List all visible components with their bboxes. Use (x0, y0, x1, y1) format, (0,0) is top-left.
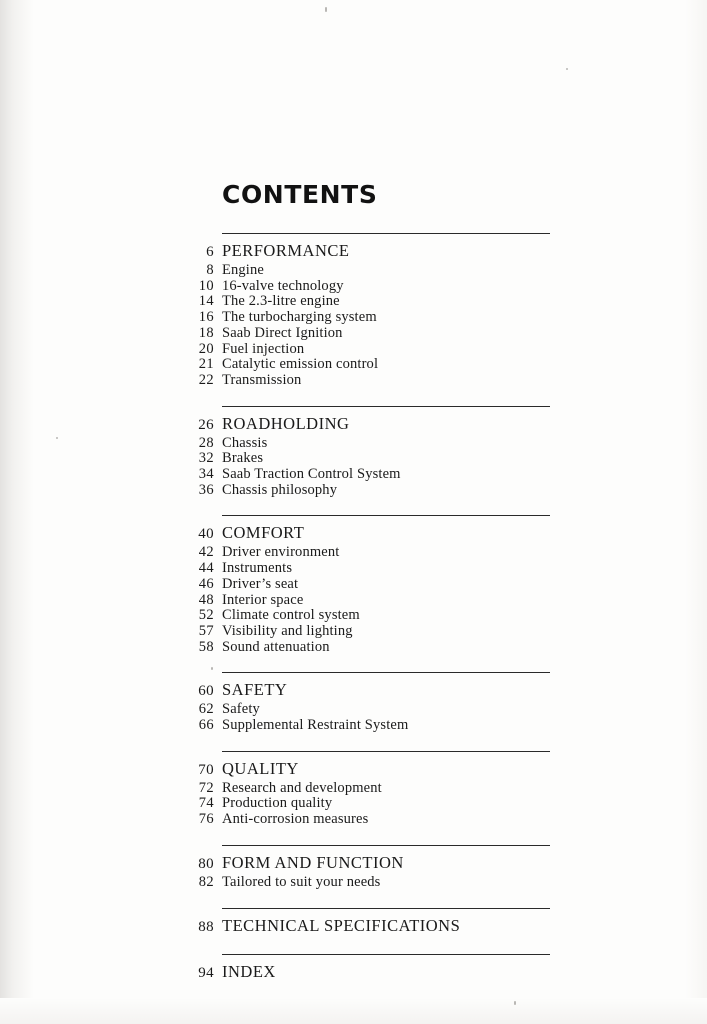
section-divider (222, 233, 550, 234)
toc-entry-page-number: 62 (198, 701, 214, 718)
toc-entry-page-number: 66 (198, 717, 214, 734)
scan-speck (211, 667, 213, 670)
toc-entry-page-number: 8 (206, 262, 214, 278)
section-spacer (222, 983, 552, 989)
section-spacer (222, 498, 552, 504)
toc-entry-page-number: 16 (198, 309, 214, 326)
toc-entry-label: The 2.3-litre engine (222, 293, 340, 310)
toc-section (198, 515, 552, 661)
toc-entry-page-number: 60 (198, 683, 214, 700)
toc-section-heading[interactable] (198, 680, 552, 701)
toc-section-label: SAFETY (222, 680, 288, 700)
toc-entry-page-number: 48 (198, 591, 214, 608)
toc-entry-label: Engine (222, 262, 264, 278)
toc-entry-page-number: 44 (198, 560, 214, 577)
toc-entry-page-number: 18 (198, 324, 214, 341)
toc-entry[interactable] (198, 450, 552, 467)
toc-entry-page-number: 52 (198, 607, 214, 624)
toc-entry-page-number: 94 (198, 964, 214, 981)
toc-entry[interactable] (198, 607, 552, 624)
toc-entry-page-number: 14 (198, 293, 214, 310)
toc-entry-page-number: 6 (206, 244, 214, 260)
toc-entry-page-number: 22 (198, 371, 214, 388)
toc-entry-page-number: 26 (198, 416, 214, 433)
scan-speck (56, 437, 58, 439)
section-divider (222, 406, 550, 407)
toc-entry-page-number: 21 (198, 356, 214, 373)
page-right-edge-shading (685, 0, 707, 1024)
toc-entry-page-number: 42 (198, 544, 214, 561)
toc-entry-label: Chassis (222, 434, 268, 451)
toc-entry-page-number: 32 (198, 450, 214, 467)
toc-entry-label: Climate control system (222, 607, 360, 624)
toc-section (198, 672, 552, 739)
scan-speck (566, 68, 568, 70)
section-divider (222, 515, 550, 516)
toc-entry-label: Driver’s seat (222, 575, 299, 592)
page-bottom-edge-shading (0, 998, 707, 1024)
toc-section (198, 751, 552, 834)
toc-section-label: INDEX (222, 961, 276, 981)
toc-section-heading[interactable] (198, 852, 552, 874)
toc-entry-label: Research and development (222, 779, 382, 796)
toc-entry[interactable] (198, 340, 552, 358)
toc-entry-label: Instruments (222, 560, 293, 577)
section-spacer (222, 828, 552, 834)
toc-entry[interactable] (198, 717, 552, 734)
toc-entry[interactable] (198, 779, 552, 797)
toc-entry-label: Catalytic emission control (222, 356, 379, 373)
toc-entry[interactable] (206, 262, 552, 279)
toc-entry-page-number: 10 (198, 277, 214, 294)
toc-entry-label: Interior space (222, 591, 304, 608)
section-divider (222, 751, 550, 752)
toc-entry-label: Safety (222, 701, 260, 718)
toc-entry[interactable] (198, 434, 552, 452)
toc-entry-label: Driver environment (222, 544, 340, 561)
section-spacer (222, 891, 552, 897)
toc-entry-label: Anti-corrosion measures (222, 811, 369, 828)
toc-entry-page-number: 40 (198, 526, 214, 543)
toc-section-heading[interactable] (198, 413, 552, 435)
section-divider (222, 845, 550, 846)
toc-entry[interactable] (198, 371, 552, 389)
toc-entry-page-number: 82 (198, 873, 214, 890)
toc-entry-label: Saab Direct Ignition (222, 324, 343, 341)
toc-entry[interactable] (198, 638, 552, 656)
toc-section (198, 233, 552, 395)
section-divider (222, 672, 550, 673)
section-spacer (222, 937, 552, 943)
toc-entry[interactable] (198, 560, 552, 577)
toc-section-heading[interactable] (206, 241, 552, 262)
toc-section-label: TECHNICAL SPECIFICATIONS (222, 915, 461, 935)
toc-section-heading[interactable] (198, 523, 552, 544)
toc-entry[interactable] (198, 544, 552, 561)
toc-entry-page-number: 34 (198, 466, 214, 483)
toc-entry-label: Supplemental Restraint System (222, 717, 409, 734)
toc-entry[interactable] (198, 701, 552, 718)
toc-section-heading[interactable] (198, 915, 552, 937)
toc-entry-label: Brakes (222, 450, 264, 467)
table-of-contents (198, 180, 552, 989)
toc-entry[interactable] (198, 356, 552, 373)
toc-entry-label: Fuel injection (222, 340, 305, 357)
toc-section-label: FORM AND FUNCTION (222, 852, 404, 872)
toc-sections (198, 233, 552, 989)
toc-entry-page-number: 76 (198, 811, 214, 828)
section-divider (222, 954, 550, 955)
toc-entry[interactable] (198, 481, 552, 499)
scan-speck (514, 1001, 516, 1005)
toc-entry[interactable] (198, 873, 552, 891)
toc-entry[interactable] (198, 277, 552, 295)
toc-entry-page-number: 88 (198, 918, 214, 935)
page-left-edge-shading (0, 0, 34, 1024)
toc-entry[interactable] (198, 575, 552, 593)
section-spacer (222, 734, 552, 740)
toc-entry-label: Production quality (222, 795, 333, 812)
toc-section-label: COMFORT (222, 523, 305, 543)
toc-entry[interactable] (198, 466, 552, 483)
toc-entry-label: Transmission (222, 371, 302, 388)
toc-section-label: PERFORMANCE (222, 241, 350, 260)
toc-section (198, 954, 552, 989)
toc-entry-label: Visibility and lighting (222, 622, 353, 639)
section-spacer (222, 655, 552, 661)
toc-entry-label: The turbocharging system (222, 309, 377, 326)
toc-entry-page-number: 72 (198, 779, 214, 796)
toc-section-label: ROADHOLDING (222, 413, 350, 433)
toc-entry-page-number: 20 (198, 340, 214, 357)
toc-entry[interactable] (198, 795, 552, 812)
toc-entry-page-number: 74 (198, 795, 214, 812)
toc-entry-page-number: 70 (198, 761, 214, 778)
toc-entry-page-number: 36 (198, 481, 214, 498)
section-spacer (222, 389, 552, 395)
toc-entry[interactable] (198, 309, 552, 326)
scan-speck (325, 7, 327, 12)
toc-section-heading[interactable] (198, 961, 552, 983)
toc-entry[interactable] (198, 293, 552, 310)
toc-entry[interactable] (198, 324, 552, 342)
page-title: CONTENTS (222, 180, 378, 209)
toc-section-label: QUALITY (222, 758, 299, 778)
toc-section (198, 845, 552, 897)
toc-entry[interactable] (198, 811, 552, 828)
toc-section (198, 908, 552, 943)
toc-entry-page-number: 46 (198, 575, 214, 592)
toc-entry[interactable] (198, 622, 552, 640)
toc-entry-page-number: 58 (198, 638, 214, 655)
toc-entry[interactable] (198, 591, 552, 609)
section-divider (222, 908, 550, 909)
toc-entry-label: 16-valve technology (222, 277, 344, 294)
toc-entry-label: Sound attenuation (222, 638, 330, 655)
toc-entry-label: Tailored to suit your needs (222, 873, 381, 890)
toc-entry-label: Chassis philosophy (222, 481, 338, 498)
toc-entry-label: Saab Traction Control System (222, 466, 401, 483)
toc-section-heading[interactable] (198, 758, 552, 780)
toc-section (198, 406, 552, 505)
toc-entry-page-number: 28 (198, 434, 214, 451)
toc-entry-page-number: 80 (198, 855, 214, 872)
toc-entry-page-number: 57 (198, 622, 214, 639)
